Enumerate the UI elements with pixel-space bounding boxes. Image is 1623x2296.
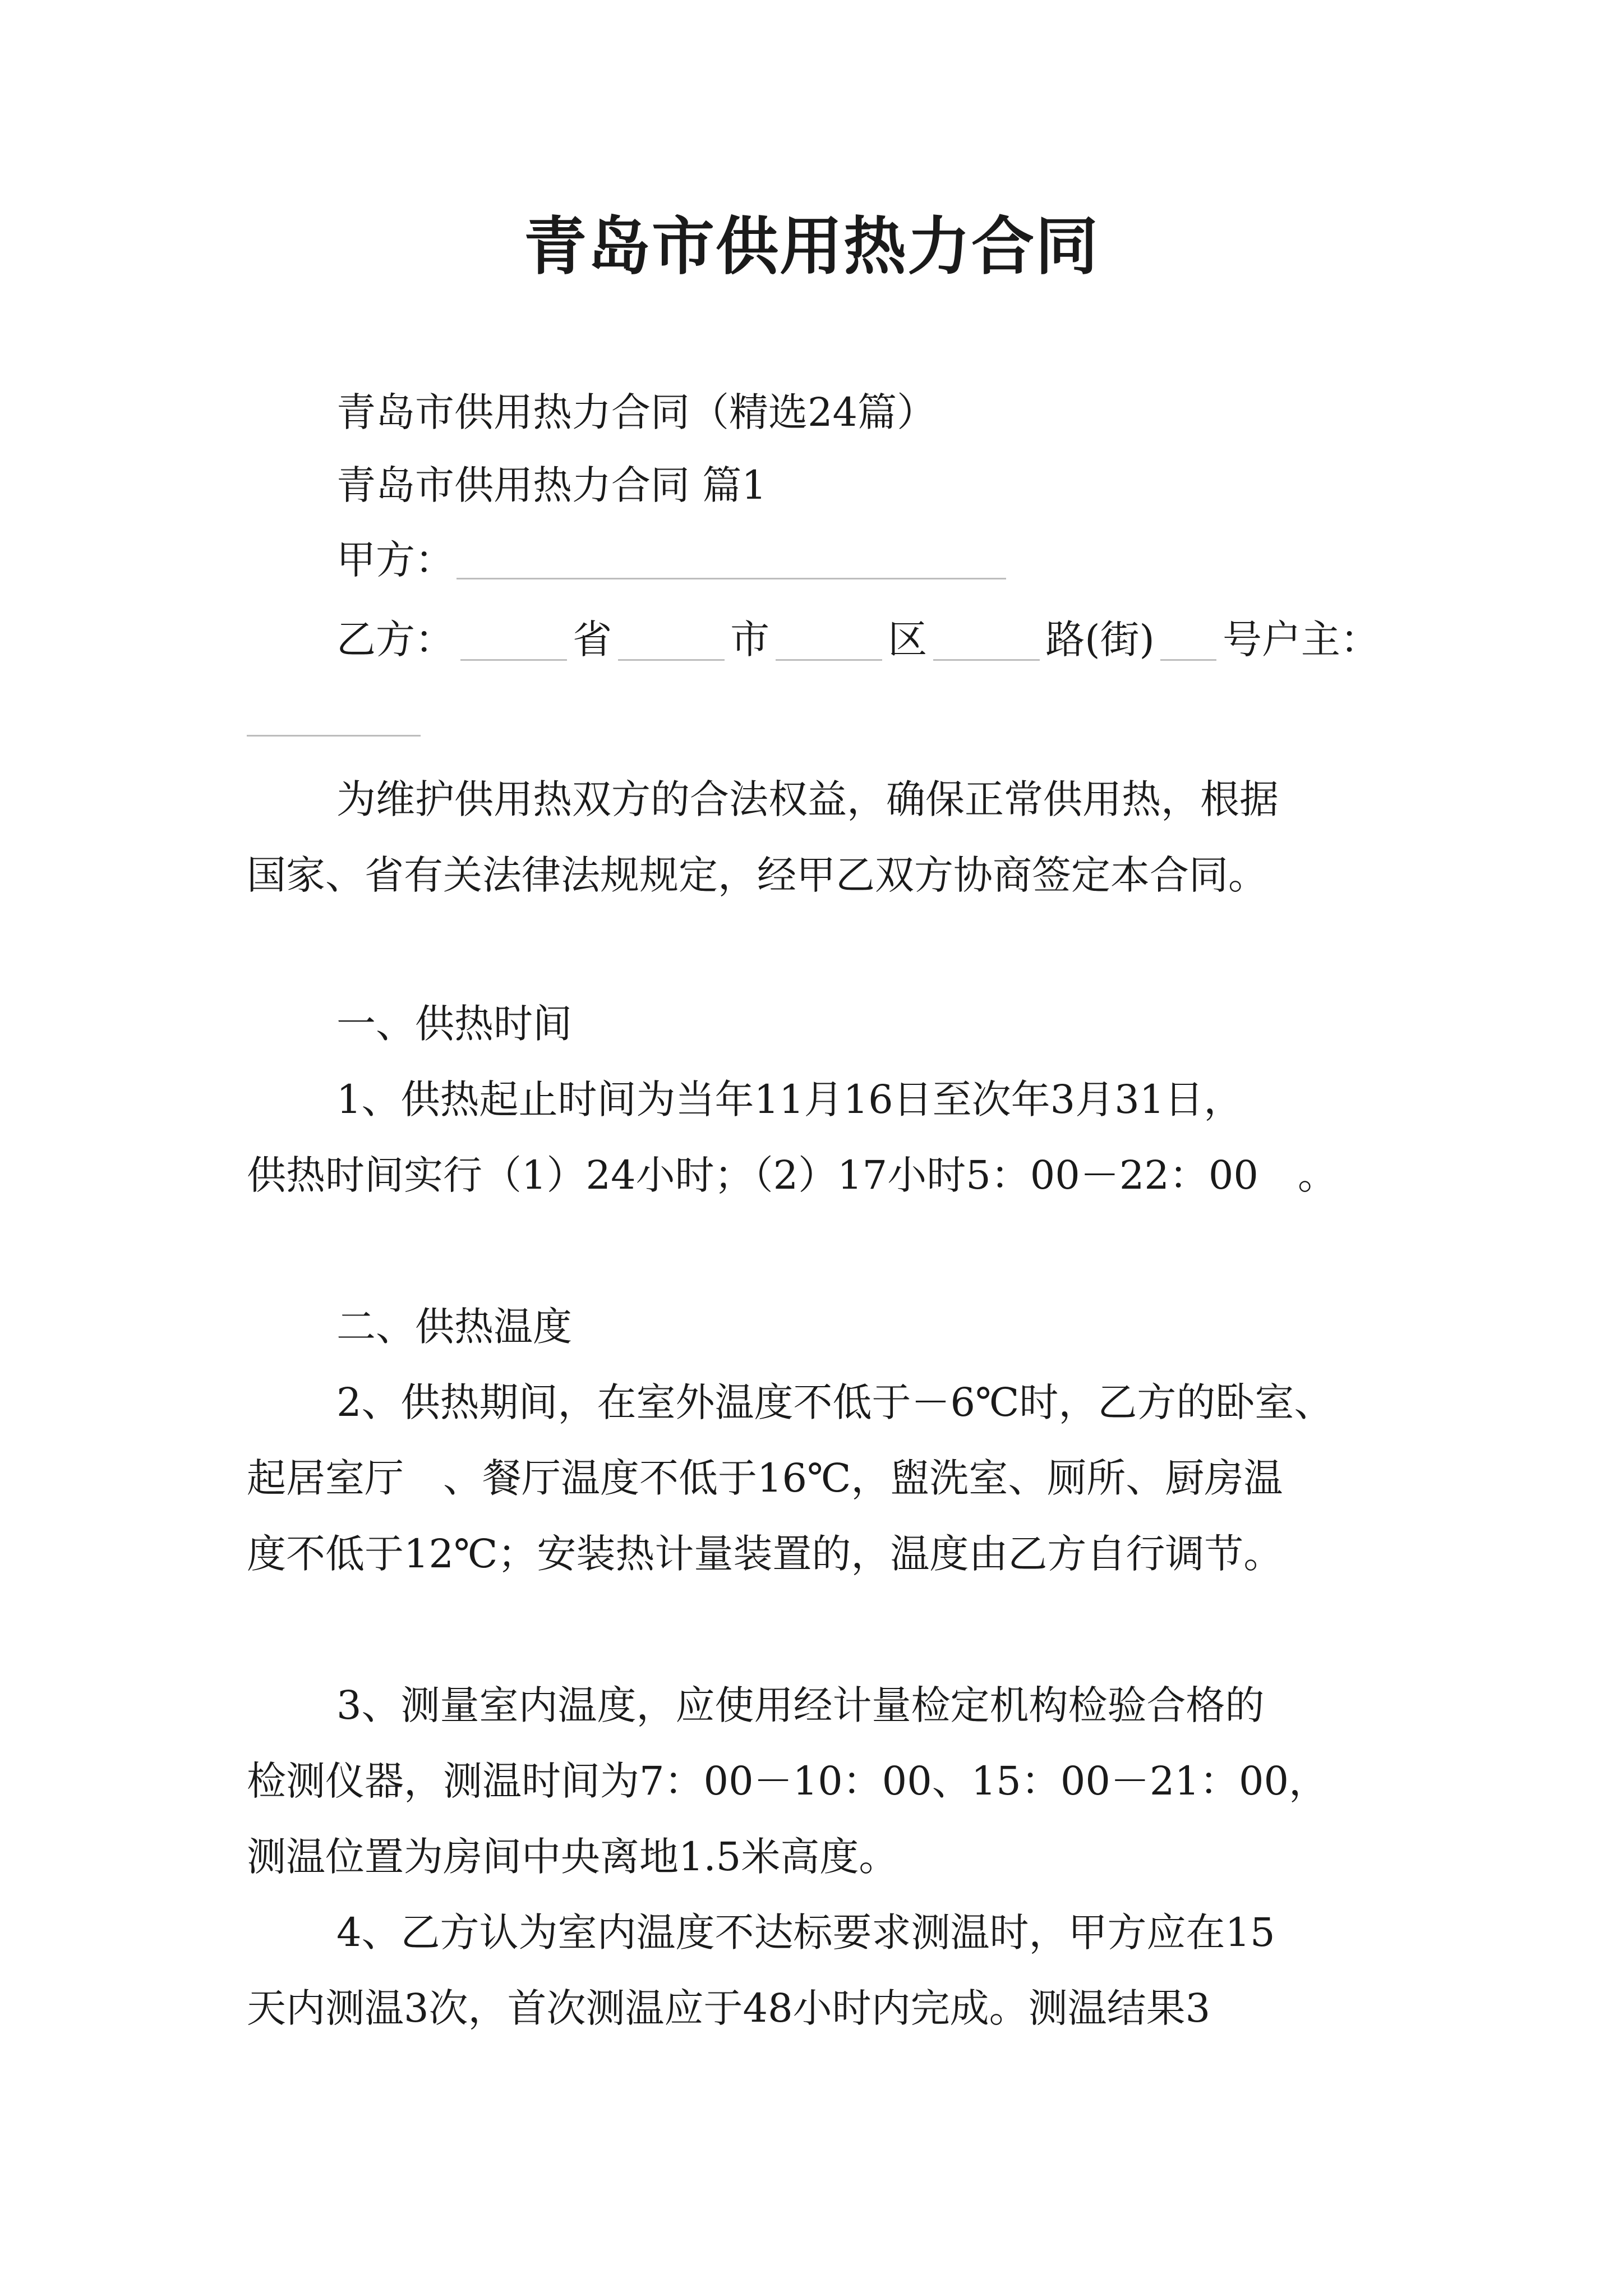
item-4-line-2: 天内测温3次，首次测温应于48小时内完成。测温结果3	[247, 1985, 1211, 2031]
province-blank[interactable]	[460, 620, 567, 661]
item-2-line-2: 起居室厅 、餐厅温度不低于16℃，盥洗室、厕所、厨房温	[247, 1455, 1283, 1501]
chapter-heading: 青岛市供用热力合同 篇1	[336, 462, 767, 508]
section-heading-1: 一、供热时间	[336, 1001, 572, 1047]
province-label: 省	[573, 616, 612, 662]
road-label: 路(街)	[1045, 616, 1155, 662]
road-blank[interactable]	[933, 620, 1040, 661]
party-a-line	[336, 537, 1380, 583]
item-1-line-2: 供热时间实行（1）24小时；（2）17小时5：00－22：00 。	[247, 1152, 1337, 1198]
item-3-line-3: 测温位置为房间中央离地1.5米高度。	[247, 1834, 898, 1880]
section-heading-2: 二、供热温度	[336, 1304, 572, 1350]
party-a-label: 甲方：	[336, 537, 454, 583]
intro-line-2: 国家、省有关法律法规规定，经甲乙双方协商签定本合同。	[247, 852, 1267, 898]
intro-line-1: 为维护供用热双方的合法权益，确保正常供用热，根据	[336, 776, 1279, 822]
item-3-line-1: 3、测量室内温度，应使用经计量检定机构检验合格的	[336, 1682, 1265, 1728]
party-a-blank[interactable]	[457, 539, 1006, 579]
document-title: 青岛市供用热力合同	[524, 210, 1099, 283]
householder-blank[interactable]	[247, 735, 421, 737]
item-4-line-1: 4、乙方认为室内温度不达标要求测温时，甲方应在15	[336, 1910, 1275, 1955]
district-blank[interactable]	[776, 620, 882, 661]
document-subtitle: 青岛市供用热力合同（精选24篇）	[336, 389, 937, 435]
item-2-line-1: 2、供热期间，在室外温度不低于－6℃时，乙方的卧室、	[336, 1379, 1334, 1425]
item-2-line-3: 度不低于12℃；安装热计量装置的，温度由乙方自行调节。	[247, 1531, 1283, 1577]
party-b-line	[336, 616, 1380, 662]
item-3-line-2: 检测仪器，测温时间为7：00－10：00、15：00－21：00，	[247, 1758, 1329, 1804]
city-label: 市	[730, 616, 770, 662]
item-1-line-1: 1、供热起止时间为当年11月16日至次年3月31日，	[336, 1076, 1243, 1122]
number-label: 号户主：	[1222, 616, 1380, 662]
party-b-label: 乙方：	[336, 616, 454, 662]
number-blank[interactable]	[1160, 620, 1216, 661]
city-blank[interactable]	[618, 620, 725, 661]
district-label: 区	[888, 616, 928, 662]
